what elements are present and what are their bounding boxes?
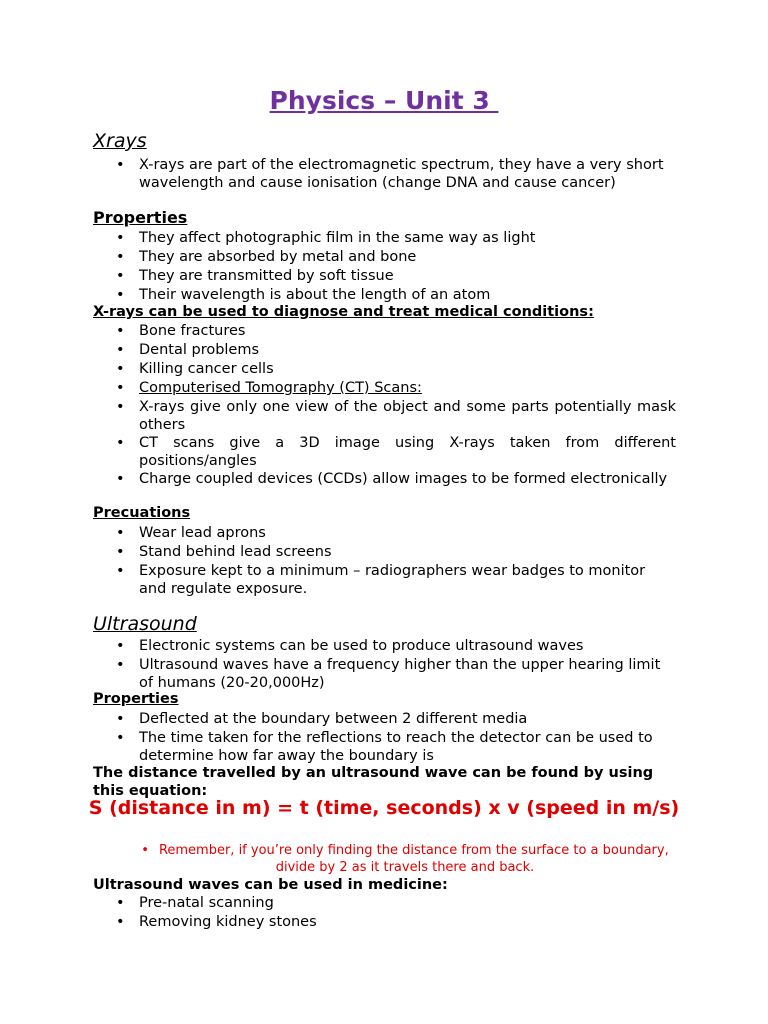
ultrasound-properties-heading: Properties <box>93 691 179 707</box>
list-item: • Pre-natal scanning <box>116 895 274 911</box>
list-item: • The time taken for the reflections to reach the detector can be used to determine how far away the boundary is <box>116 730 653 764</box>
list-item: • X-rays are part of the electromagnetic spectrum, they have a very short wavelength and cause ionisation (change DNA and cause cancer) <box>116 157 664 191</box>
list-item: • They are absorbed by metal and bone <box>116 249 417 265</box>
distance-equation: S (distance in m) = t (time, seconds) x v (speed in m/s) <box>88 797 680 819</box>
xray-uses-heading: X-rays can be used to diagnose and treat medical conditions: <box>93 304 594 320</box>
list-item: • Killing cancer cells <box>116 361 274 377</box>
list-item: • Removing kidney stones <box>116 914 317 930</box>
ultrasound-heading: Ultrasound <box>93 613 197 635</box>
list-item: • Wear lead aprons <box>116 525 266 541</box>
properties-heading: Properties <box>93 208 188 227</box>
remember-note: • Remember, if you’re only finding the distance from the surface to a boundary, divide by 2 as it travels there and back. <box>141 843 669 875</box>
page-title: Physics – Unit 3 <box>269 86 499 115</box>
list-item: • Bone fractures <box>116 323 246 339</box>
list-item: • Electronic systems can be used to produce ultrasound waves <box>116 638 584 654</box>
list-item: • They affect photographic film in the same way as light <box>116 230 536 246</box>
list-item: • Deflected at the boundary between 2 different media <box>116 711 528 727</box>
list-item: • They are transmitted by soft tissue <box>116 268 394 284</box>
list-item: • X-rays give only one view of the object and some parts potentially mask others <box>116 399 676 433</box>
list-item: • Stand behind lead screens <box>116 544 332 560</box>
list-item: • Computerised Tomography (CT) Scans: <box>116 380 422 396</box>
distance-text: The distance travelled by an ultrasound wave can be found by using this equation: <box>93 765 654 799</box>
list-item: • CT scans give a 3D image using X-rays taken from different positions/angles <box>116 435 676 469</box>
list-item: • Dental problems <box>116 342 260 358</box>
list-item: • Their wavelength is about the length of an atom <box>116 287 491 303</box>
precautions-heading: Precuations <box>93 505 191 521</box>
list-item: • Ultrasound waves have a frequency higher than the upper hearing limit of humans (20-20,000Hz) <box>116 657 661 691</box>
medicine-heading: Ultrasound waves can be used in medicine: <box>93 877 448 893</box>
list-item: • Exposure kept to a minimum – radiographers wear badges to monitor and regulate exposure. <box>116 563 646 597</box>
list-item: • Charge coupled devices (CCDs) allow images to be formed electronically <box>116 471 668 487</box>
xrays-heading: Xrays <box>93 130 147 152</box>
